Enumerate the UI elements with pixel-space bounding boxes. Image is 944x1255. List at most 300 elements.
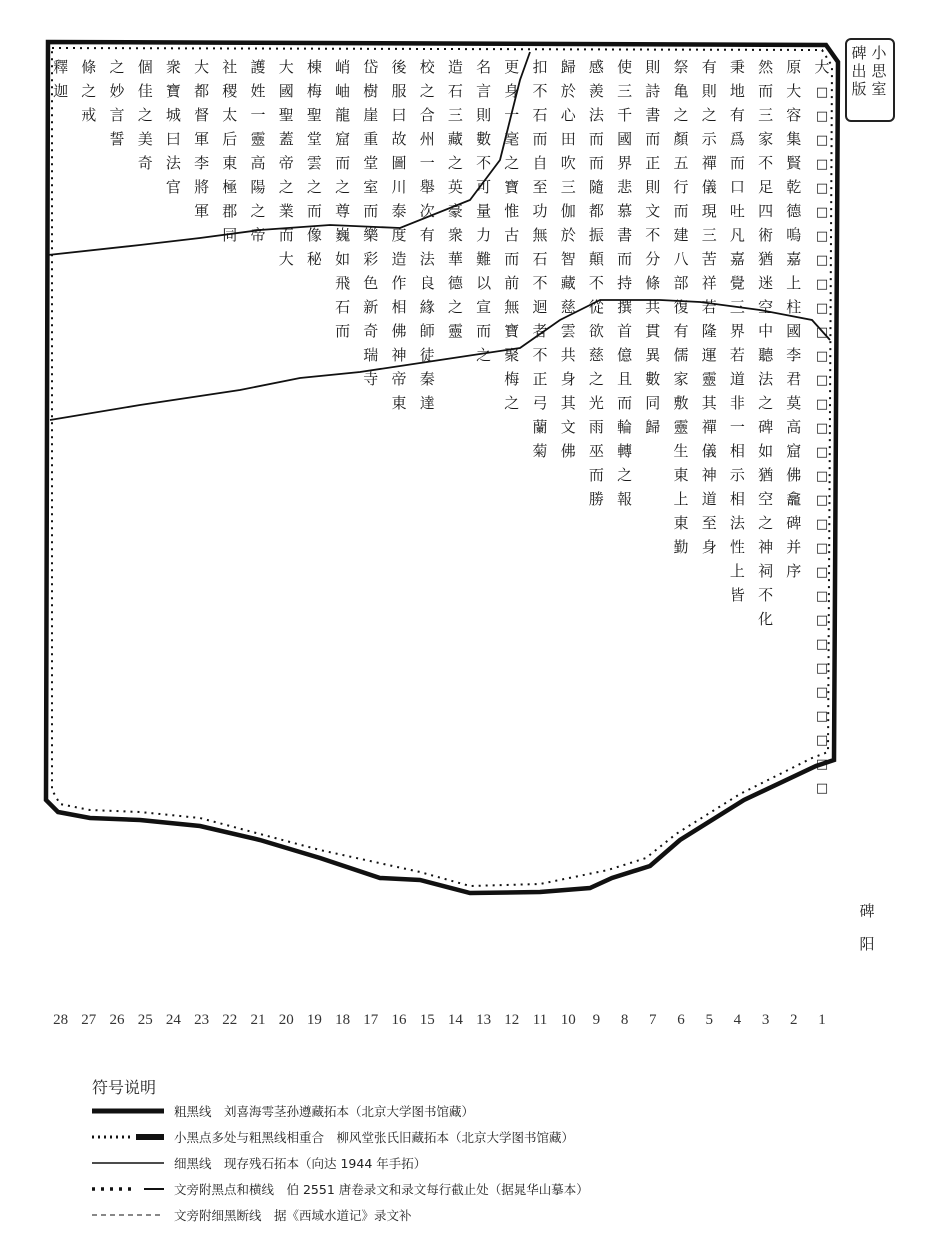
missing-character-box: □ [815,781,829,796]
missing-character-box: □ [815,181,829,196]
column-number: 12 [504,1012,520,1028]
inscription-character: 界 [729,322,745,340]
inscription-character: 妙 [109,82,125,100]
inscription-character: 力 [476,226,492,244]
legend-line-sample [92,1178,164,1200]
inscription-character: 東 [673,514,689,532]
inscription-character: 歸 [560,58,576,76]
inscription-character: 慕 [617,202,633,220]
inscription-character: 誓 [109,130,125,148]
column-number: 8 [620,1012,629,1028]
inscription-character: 上 [729,562,745,580]
inscription-character: 聚 [504,346,520,364]
inscription-character: 聖 [278,106,294,124]
inscription-column-22 [222,58,238,244]
missing-character-box: □ [815,277,829,292]
inscription-character: 業 [278,202,294,220]
stele-face-label: 碑 阳 [859,902,875,953]
missing-character-box: □ [815,205,829,220]
inscription-character: 護 [250,58,266,76]
inscription-character: 柱 [786,298,802,316]
inscription-character: 曰 [165,130,181,148]
inscription-column-15 [420,58,436,412]
column-number: 16 [391,1012,407,1028]
missing-character-box: □ [815,133,829,148]
inscription-character: 國 [617,130,633,148]
inscription-character: 惟 [504,202,520,220]
inscription-character: 如 [758,442,774,460]
inscription-character: 復 [673,298,689,316]
legend-item-text: 小黑点多处与粗黑线相重合 柳风堂张氏旧藏拓本（北京大学图书馆藏） [174,1130,575,1145]
inscription-character: 生 [673,442,689,460]
inscription-character: 東 [673,466,689,484]
inscription-character: 不 [532,82,548,100]
inscription-character: 者 [532,322,548,340]
inscription-character: 君 [786,370,802,388]
inscription-character: 則 [476,106,492,124]
column-number: 28 [53,1012,69,1028]
inscription-column-9 [589,58,605,508]
inscription-character: 寶 [165,82,181,100]
inscription-character: 寶 [504,322,520,340]
inscription-character: 其 [560,394,576,412]
inscription-character: 伽 [560,202,576,220]
missing-character-box: □ [815,445,829,460]
inscription-character: 佳 [137,82,153,100]
inscription-character: 造 [447,58,463,76]
inscription-column-27 [81,58,96,124]
inscription-character: 郡 [222,202,238,220]
inscription-character: 正 [532,370,548,388]
inscription-character: 莫 [786,394,802,412]
seal-text-right: 小 思 室 [871,44,887,98]
inscription-character: 撰 [617,298,633,316]
inscription-character: 服 [391,82,407,100]
inscription-character: 之 [335,178,351,196]
inscription-character: 之 [617,466,633,484]
inscription-character: 東 [391,394,407,412]
inscription-column-2 [786,58,803,580]
column-number: 13 [476,1012,492,1028]
inscription-character: 彩 [363,250,379,268]
column-number: 27 [81,1012,97,1028]
inscription-character: 窟 [786,442,802,460]
inscription-character: 作 [391,274,407,292]
inscription-character: 則 [701,82,717,100]
inscription-character: 祥 [701,274,717,292]
inscription-character: 心 [560,106,576,124]
inscription-character: 道 [729,370,745,388]
inscription-character: 身 [560,370,576,388]
inscription-character: 三 [560,178,576,196]
inscription-character: 三 [447,106,463,124]
inscription-column-21 [250,58,265,244]
inscription-character: 不 [532,274,548,292]
column-number: 9 [592,1012,601,1028]
inscription-character: 文 [645,202,661,220]
inscription-character: 州 [419,130,435,148]
inscription-character: 之 [758,394,774,412]
inscription-character: 陽 [250,178,266,196]
missing-character-box: □ [815,613,829,628]
column-number: 17 [363,1012,379,1028]
inscription-character: 堂 [363,154,379,172]
inscription-character: 帝 [250,226,266,244]
inscription-character: 儒 [673,346,689,364]
inscription-column-16 [391,58,407,412]
inscription-character: 吹 [560,154,576,172]
inscription-character: 三 [701,226,717,244]
legend-item [92,1100,712,1122]
inscription-character: 都 [194,82,210,100]
inscription-column-23 [194,58,209,220]
inscription-character: 四 [758,202,774,220]
inscription-character: 大 [278,250,294,268]
legend-title: 符号说明 [92,1078,157,1097]
inscription-character: 若 [729,346,745,364]
inscription-character: 神 [391,346,407,364]
inscription-character: 而 [617,394,633,412]
inscription-character: 德 [786,202,802,220]
inscription-character: 禪 [701,418,717,436]
inscription-character: 大 [194,58,210,76]
inscription-character: 歸 [645,418,661,436]
inscription-character: 口 [729,178,745,196]
inscription-character: 聽 [758,346,774,364]
column-number: 21 [250,1012,266,1028]
legend-item-text: 文旁附细黑断线 据《西域水道记》录文补 [174,1208,412,1223]
inscription-character: 蘭 [532,418,548,436]
column-number: 26 [109,1012,125,1028]
inscription-character: 三 [758,106,774,124]
inscription-character: 爲 [729,130,745,148]
inscription-character: 藏 [447,130,463,148]
inscription-column-17 [363,58,379,388]
legend-line-sample [92,1100,164,1122]
inscription-character: 泰 [391,202,407,220]
inscription-character: 嘉 [729,250,745,268]
inscription-character: 造 [391,250,407,268]
inscription-character: 次 [419,202,435,220]
inscription-character: 而 [532,130,548,148]
inscription-character: 重 [363,130,379,148]
inscription-character: 且 [617,370,633,388]
inscription-column-24 [166,58,182,196]
inscription-character: 欲 [588,322,604,340]
inscription-character: 運 [701,346,717,364]
column-number: 19 [306,1012,322,1028]
inscription-character: 性 [729,538,745,556]
inscription-character: 樹 [363,82,379,100]
inscription-character: 行 [673,178,689,196]
inscription-character: 隆 [701,322,717,340]
inscription-character: 法 [588,106,604,124]
inscription-character: 梅 [504,370,520,388]
inscription-character: 之 [476,346,492,364]
inscription-character: 督 [194,106,210,124]
column-number: 6 [677,1012,685,1028]
inscription-character: 梅 [306,82,322,100]
legend-line-sample [92,1126,164,1148]
inscription-character: 地 [729,82,745,100]
inscription-character: 色 [363,274,379,292]
inscription-character: 雲 [306,154,322,172]
inscription-character: 田 [560,130,576,148]
inscription-character: 法 [419,250,435,268]
inscription-character: 賢 [786,154,802,172]
inscription-character: 正 [645,154,661,172]
inscription-character: 岫 [335,82,351,100]
inscription-character: 祠 [758,562,774,580]
inscription-character: 術 [758,226,774,244]
inscription-character: 家 [673,370,689,388]
inscription-character: 現 [701,202,717,220]
inscription-character: 千 [617,106,633,124]
legend-item [92,1152,712,1174]
inscription-character: 靈 [447,322,463,340]
inscription-character: 其 [701,394,717,412]
inscription-character: 而 [673,202,689,220]
inscription-character: 雲 [560,322,576,340]
inscription-character: 上 [786,274,802,292]
column-number: 3 [761,1012,770,1028]
inscription-character: 故 [391,130,407,148]
inscription-character: 示 [701,130,717,148]
inscription-character: 之 [109,58,125,76]
inscription-character: 個 [137,58,153,76]
missing-character-box: □ [815,157,829,172]
inscription-character: 秦 [419,370,435,388]
inscription-character: 若 [701,298,717,316]
inscription-character: 凡 [729,226,745,244]
missing-character-box: □ [815,493,829,508]
inscription-character: 岱 [363,58,379,76]
inscription-character: 而 [588,154,604,172]
inscription-character: 分 [645,250,661,268]
column-number: 4 [733,1012,742,1028]
inscription-character: 之 [137,106,153,124]
column-number: 7 [649,1012,657,1028]
inscription-character: 身 [701,538,717,556]
seal-text-left: 碑 出 版 [851,44,867,98]
inscription-character: 至 [701,514,717,532]
inscription-character: 東 [222,154,238,172]
inscription-character: 高 [786,418,802,436]
inscription-character: 蓋 [278,130,294,148]
inscription-character: 神 [701,466,717,484]
inscription-character: 之 [701,106,717,124]
inscription-character: 慈 [588,346,604,364]
inscription-character: 如 [335,250,351,268]
inscription-character: 顏 [673,130,689,148]
inscription-character: 詩 [645,82,661,100]
inscription-character: 界 [617,154,633,172]
inscription-character: 龕 [786,490,802,508]
inscription-character: 悲 [617,178,633,196]
inscription-character: 之 [250,202,266,220]
inscription-character: 一 [250,106,266,124]
inscription-character: 報 [617,490,633,508]
inscription-character: 帝 [391,370,407,388]
inscription-character: 身 [504,82,520,100]
inscription-character: 上 [673,490,689,508]
inscription-character: 道 [701,490,717,508]
inscription-character: 書 [617,226,633,244]
column-number: 18 [335,1012,351,1028]
inscription-character: 美 [137,130,153,148]
inscription-column-26 [109,58,125,148]
inscription-character: 奇 [137,154,153,172]
inscription-character: 寶 [504,178,520,196]
inscription-character: 條 [645,274,661,292]
inscription-character: 共 [560,346,576,364]
inscription-character: 數 [476,130,492,148]
inscription-character: 之 [504,154,520,172]
inscription-character: 佛 [560,442,576,460]
inscription-character: 而 [335,154,351,172]
inscription-character: 度 [391,226,407,244]
inscription-column-3 [758,58,774,628]
inscription-character: 乾 [786,178,802,196]
inscription-character: 師 [419,322,435,340]
inscription-character: 而 [476,322,492,340]
legend-item-text: 细黑线 现存残石拓本（向达 1944 年手拓） [174,1156,427,1171]
inscription-character: 而 [504,250,520,268]
inscription-column-18 [335,58,350,340]
inscription-column-1 [814,58,829,796]
inscription-character: 帝 [278,154,294,172]
inscription-character: 足 [758,178,774,196]
inscription-character: 合 [419,106,435,124]
inscription-character: 言 [476,82,492,100]
inscription-character: 猶 [758,250,774,268]
inscription-character: 而 [588,466,604,484]
inscription-character: 空 [758,298,774,316]
legend-item-text: 文旁附黑点和横线 伯 2551 唐卷录文和录文每行截止处（据晁华山摹本） [174,1182,589,1197]
inscription-column-28 [53,58,68,100]
inscription-character: 奇 [363,322,379,340]
inscription-column-25 [138,58,153,172]
inscription-character: 振 [588,226,604,244]
inscription-character: 而 [278,226,294,244]
inscription-character: 軍 [194,202,210,220]
inscription-character: 釋 [53,58,69,76]
inscription-character: 共 [645,298,661,316]
inscription-character: 非 [729,394,745,412]
inscription-character: 校 [419,58,435,76]
inscription-character: 三 [617,82,633,100]
inscription-character: 川 [391,178,407,196]
inscription-character: 而 [335,322,351,340]
inscription-character: 祭 [673,58,689,76]
inscription-character: 崖 [363,106,379,124]
inscription-character: 聖 [306,106,322,124]
missing-character-box: □ [815,397,829,412]
inscription-character: 秉 [729,58,745,76]
inscription-column-19 [307,58,323,268]
inscription-character: 猶 [758,466,774,484]
inscription-character: 首 [617,322,633,340]
inscription-character: 像 [306,226,322,244]
inscription-character: 圖 [391,154,407,172]
inscription-character: 華 [447,250,463,268]
inscription-column-13 [476,58,492,364]
inscription-character: 儀 [701,442,717,460]
inscription-character: 良 [419,274,435,292]
inscription-character: 石 [335,298,351,316]
inscription-character: 德 [447,274,463,292]
inscription-character: 城 [165,106,181,124]
inscription-character: 稷 [222,82,238,100]
inscription-character: 大 [278,58,294,76]
missing-character-box: □ [815,661,829,676]
inscription-character: 隨 [588,178,604,196]
inscription-character: 難 [476,250,492,268]
column-number: 23 [194,1012,210,1028]
inscription-character: 後 [391,58,407,76]
inscription-character: 有 [701,58,717,76]
inscription-character: 光 [588,394,604,412]
inscription-character: 達 [419,394,435,412]
inscription-character: 衆 [447,226,463,244]
inscription-character: 慈 [560,298,576,316]
missing-character-box: □ [815,349,829,364]
inscription-character: 於 [560,82,576,100]
column-number: 11 [532,1012,548,1028]
inscription-character: 智 [560,250,576,268]
inscription-character: 量 [476,202,492,220]
inscription-character: 將 [194,178,210,196]
inscription-character: 不 [588,274,604,292]
column-number: 20 [278,1012,294,1028]
inscription-character: 菊 [532,442,548,460]
inscription-column-11 [532,58,548,460]
inscription-character: 李 [194,154,210,172]
inscription-character: 三 [729,298,745,316]
inscription-character: 勝 [588,490,604,508]
inscription-character: 寺 [363,370,379,388]
inscription-character: 然 [758,58,774,76]
inscription-character: 之 [306,178,322,196]
inscription-character: 貫 [645,322,661,340]
inscription-character: 碑 [758,418,774,436]
publisher-seal [845,38,895,122]
inscription-character: 而 [729,154,745,172]
inscription-character: 社 [222,58,238,76]
inscription-character: 部 [673,274,689,292]
inscription-character: 棟 [306,58,322,76]
inscription-character: 李 [786,346,802,364]
inscription-character: 自 [532,154,548,172]
inscription-character: 緣 [419,298,435,316]
legend-item-text: 粗黑线 刘喜海雩茎孙遵藏拓本（北京大学图书馆藏） [174,1104,475,1119]
missing-character-box: □ [815,709,829,724]
missing-character-box: □ [815,733,829,748]
inscription-character: 軍 [194,130,210,148]
inscription-character: 迦 [53,82,69,100]
missing-character-box: □ [815,373,829,388]
inscription-character: 石 [532,106,548,124]
thick-boundary-line [46,42,838,893]
inscription-character: 從 [588,298,604,316]
inscription-character: 無 [504,298,520,316]
inscription-character: 條 [81,58,97,76]
missing-character-box: □ [815,469,829,484]
inscription-character: 顛 [588,250,604,268]
inscription-character: 之 [758,514,774,532]
inscription-character: 之 [447,298,463,316]
inscription-character: 以 [476,274,492,292]
